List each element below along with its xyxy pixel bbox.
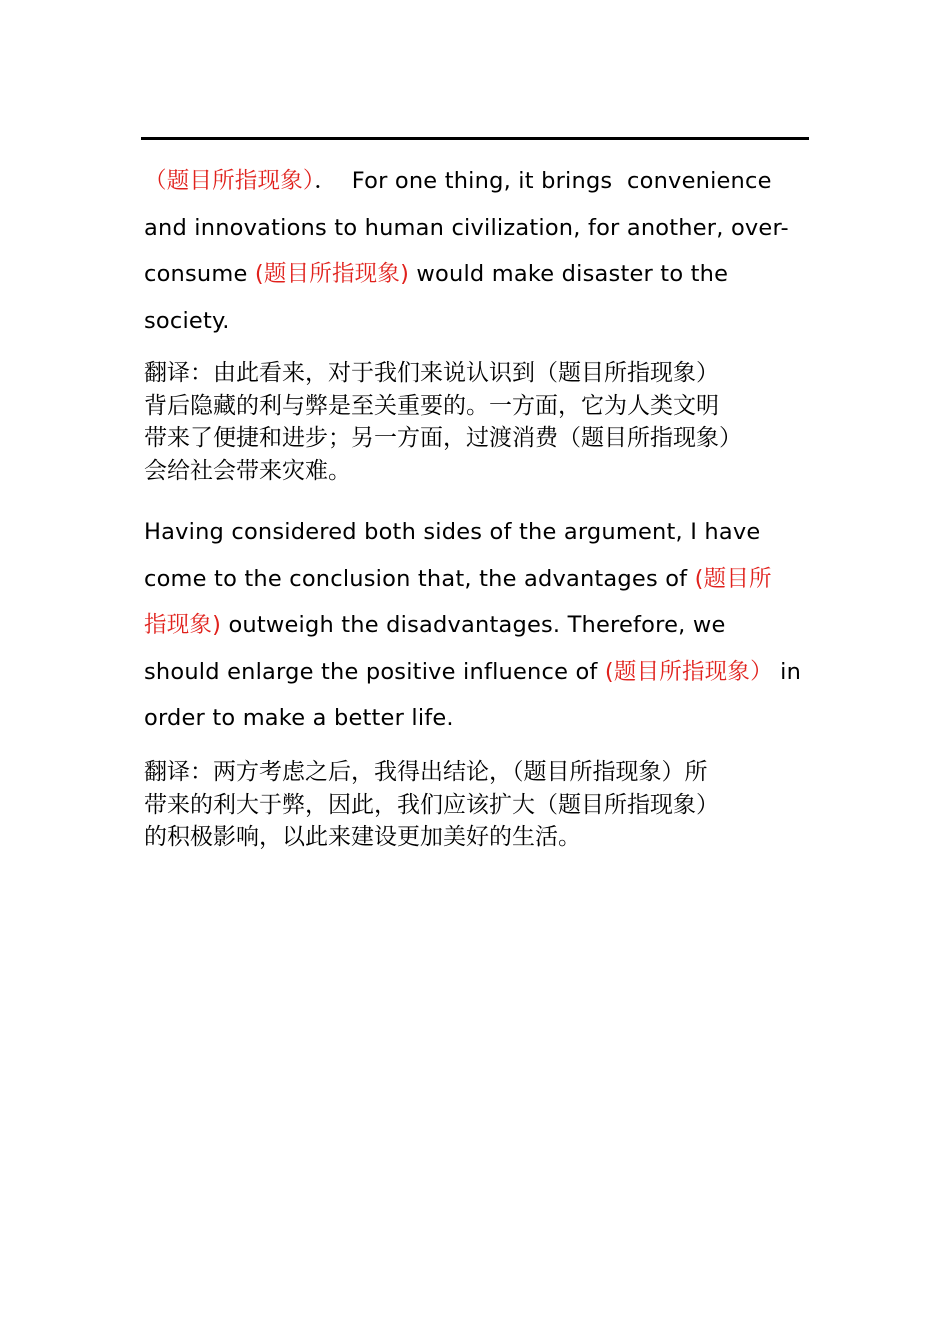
text-line	[144, 695, 834, 742]
top-rule	[141, 137, 809, 140]
translation-paragraph-2	[144, 756, 824, 854]
text-line	[144, 649, 834, 696]
highlight-phrase: (题目所指现象)	[254, 261, 410, 287]
text-run: society.	[144, 307, 230, 334]
text-run: outweigh the disadvantages. Therefore, we	[221, 612, 726, 638]
text-line	[144, 556, 834, 603]
text-line	[144, 509, 834, 556]
text-line	[144, 205, 834, 252]
highlight-phrase: (题目所指现象）	[604, 658, 773, 685]
translation-line: 带来的利大于弊，因此，我们应该扩大（题目所指现象）	[144, 791, 719, 818]
text-run: come to the conclusion that, the advantages of	[144, 565, 695, 592]
text-run: would make disaster to the	[409, 261, 729, 287]
highlight-phrase: 指现象)	[144, 612, 222, 638]
translation-line: 背后隐藏的利与弊是至关重要的。一方面，它为人类文明	[144, 392, 719, 419]
text-run: should enlarge the positive influence of	[144, 658, 605, 685]
text-line	[144, 251, 834, 298]
english-paragraph-2	[144, 509, 834, 742]
text-line	[144, 158, 834, 205]
text-run: Having considered both sides of the argument, I have	[144, 519, 761, 545]
translation-paragraph-1	[144, 357, 824, 487]
text-run: and innovations to human civilization, for another, over-	[144, 214, 789, 241]
text-line	[144, 298, 834, 345]
translation-line: 翻译：由此看来，对于我们来说认识到（题目所指现象）	[144, 360, 719, 386]
translation-line: 的积极影响，以此来建设更加美好的生活。	[144, 824, 581, 850]
text-run: consume	[144, 261, 255, 287]
translation-line: 带来了便捷和进步；另一方面，过渡消费（题目所指现象）	[144, 425, 742, 451]
text-run: order to make a better life.	[144, 705, 454, 731]
text-line	[144, 602, 834, 649]
highlight-phrase: （题目所指现象）	[144, 168, 315, 194]
text-run: in	[772, 658, 802, 685]
translation-line: 会给社会带来灾难。	[144, 457, 351, 484]
highlight-phrase: (题目所	[694, 565, 772, 592]
text-run: ． For one thing, it brings convenience	[314, 168, 772, 194]
translation-line: 翻译：两方考虑之后，我得出结论，（题目所指现象）所	[144, 759, 708, 785]
english-paragraph-1	[144, 158, 834, 344]
